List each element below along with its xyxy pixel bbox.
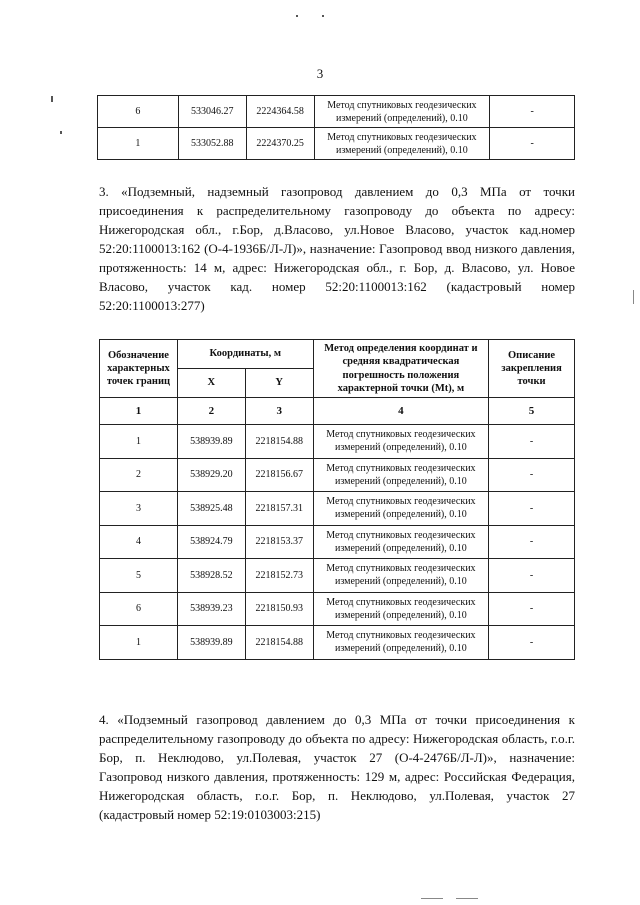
column-number: 2 [177, 398, 245, 425]
y-cell: 2218154.88 [245, 425, 313, 459]
table-row [98, 128, 575, 160]
header-method: Метод определения координат и средняя квадратическая погрешность положения характерной точки (Mt), м [313, 340, 488, 398]
x-cell: 538929.20 [177, 458, 245, 492]
section-3-paragraph: 3. «Подземный, надземный газопровод давлением до 0,3 МПа от точки присоединения к распределительному газопроводу до объекта по адресу: Нижегородская обл., г.Бор, д.Власово, ул.Новое Власово, участок кад.номер 52:20:1100013:162 (О-4-1936Б/Л-Л)», назначение: Газопровод ввод низкого давления, протяженность: 14 м, адрес: Нижегородская обл., г. Бор, д. Власово, ул. Новое Власово, участок кад. номер 52:20:1100013:162 (кадастровый номер 52:20:1100013:277) [99, 184, 575, 313]
point-cell: 3 [100, 492, 178, 526]
y-cell: 2218150.93 [245, 592, 313, 626]
scan-mark [322, 15, 324, 17]
main-coordinates-table [99, 339, 575, 660]
method-cell: Метод спутниковых геодезических измерений (определений), 0.10 [313, 626, 488, 660]
x-cell: 533052.88 [178, 128, 246, 160]
y-cell: 2218152.73 [245, 559, 313, 593]
description-cell: - [489, 458, 575, 492]
x-cell: 533046.27 [178, 96, 246, 128]
scan-mark [421, 898, 443, 899]
method-cell: Метод спутниковых геодезических измерений (определений), 0.10 [313, 559, 488, 593]
x-cell: 538925.48 [177, 492, 245, 526]
description-cell: - [489, 592, 575, 626]
table-row [98, 96, 575, 128]
description-cell: - [490, 128, 575, 160]
column-number-row [100, 398, 575, 425]
table-row [100, 592, 575, 626]
x-cell: 538939.23 [177, 592, 245, 626]
point-cell: 1 [100, 425, 178, 459]
table-row [100, 492, 575, 526]
description-cell: - [489, 425, 575, 459]
header-y: Y [245, 369, 313, 398]
method-cell: Метод спутниковых геодезических измерений (определений), 0.10 [314, 128, 490, 160]
method-cell: Метод спутниковых геодезических измерений (определений), 0.10 [314, 96, 490, 128]
header-coordinates: Координаты, м [177, 340, 313, 369]
method-cell: Метод спутниковых геодезических измерений (определений), 0.10 [313, 525, 488, 559]
table-row [100, 626, 575, 660]
column-number: 5 [489, 398, 575, 425]
column-number: 4 [313, 398, 488, 425]
description-cell: - [489, 559, 575, 593]
y-cell: 2218153.37 [245, 525, 313, 559]
point-cell: 1 [98, 128, 179, 160]
header-designation: Обозначение характерных точек границ [100, 340, 178, 398]
description-cell: - [490, 96, 575, 128]
top-coordinates-table [97, 95, 575, 160]
method-cell: Метод спутниковых геодезических измерений (определений), 0.10 [313, 458, 488, 492]
page-number: 3 [316, 66, 324, 81]
x-cell: 538928.52 [177, 559, 245, 593]
point-cell: 2 [100, 458, 178, 492]
description-cell: - [489, 626, 575, 660]
y-cell: 2218156.67 [245, 458, 313, 492]
method-cell: Метод спутниковых геодезических измерений (определений), 0.10 [313, 592, 488, 626]
method-cell: Метод спутниковых геодезических измерений (определений), 0.10 [313, 492, 488, 526]
x-cell: 538939.89 [177, 425, 245, 459]
point-cell: 1 [100, 626, 178, 660]
point-cell: 6 [100, 592, 178, 626]
y-cell: 2218154.88 [245, 626, 313, 660]
header-description: Описание закрепления точки [489, 340, 575, 398]
scan-mark [456, 898, 478, 899]
description-cell: - [489, 525, 575, 559]
point-cell: 6 [98, 96, 179, 128]
y-cell: 2218157.31 [245, 492, 313, 526]
column-number: 1 [100, 398, 178, 425]
table-row [100, 458, 575, 492]
point-cell: 4 [100, 525, 178, 559]
section-4-paragraph: 4. «Подземный газопровод давлением до 0,3 МПа от точки присоединения к распределительному газопроводу до объекта по адресу: Нижегородская область, г.о.г. Бор, п. Неклюдово, ул.Полевая, участок 27 (О-4-2476Б/Л-Л)», назначение: Газопровод низкого давления, протяженность: 129 м, адрес: Российская Федерация, Нижегородская область, г.о.г. Бор, п. Неклюдово, ул.Полевая, участок 27 (кадастровый номер 52:19:0103003:215) [99, 712, 575, 822]
method-cell: Метод спутниковых геодезических измерений (определений), 0.10 [313, 425, 488, 459]
table-row [100, 425, 575, 459]
table-row [100, 559, 575, 593]
y-cell: 2224364.58 [246, 96, 314, 128]
description-cell: - [489, 492, 575, 526]
scan-mark [296, 15, 298, 17]
point-cell: 5 [100, 559, 178, 593]
scan-mark [633, 290, 634, 304]
scan-mark [51, 96, 53, 102]
x-cell: 538939.89 [177, 626, 245, 660]
x-cell: 538924.79 [177, 525, 245, 559]
header-x: X [177, 369, 245, 398]
column-number: 3 [245, 398, 313, 425]
y-cell: 2224370.25 [246, 128, 314, 160]
table-row [100, 525, 575, 559]
scan-mark [60, 131, 62, 134]
